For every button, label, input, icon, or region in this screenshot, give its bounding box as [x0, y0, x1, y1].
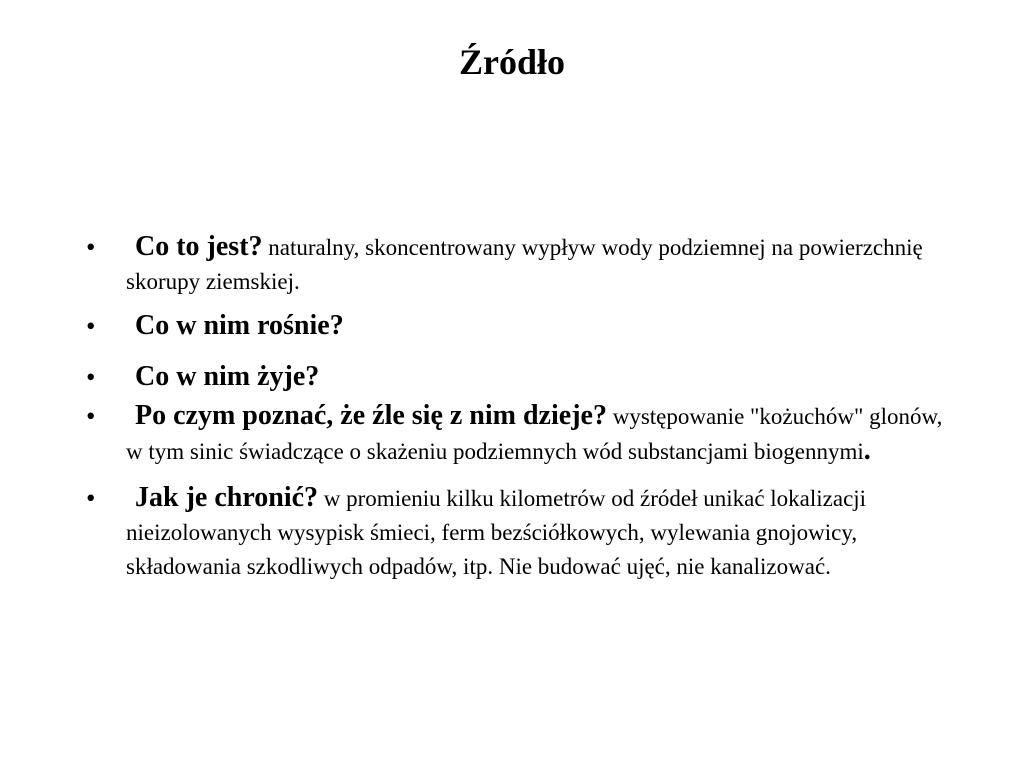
bullet-icon: • [86, 483, 96, 513]
list-item [86, 230, 946, 299]
list-item [86, 309, 946, 344]
bullet-icon: • [86, 232, 96, 262]
bullet-list [86, 230, 946, 584]
question-text: Co w nim rośnie? [135, 310, 344, 341]
bullet-icon: • [86, 311, 96, 341]
list-item [86, 399, 946, 469]
question-text: Co to jest? [135, 231, 263, 262]
slide-title: Źródło [458, 42, 565, 82]
list-item [86, 481, 946, 584]
list-item [86, 360, 946, 395]
answer-text: naturalny, skoncentrowany wypływ wody podziemnej na powierzchnię skorupy ziemskiej. [126, 235, 923, 294]
bullet-icon: • [86, 401, 96, 431]
answer-end-punctuation: . [863, 435, 871, 466]
bullet-icon: • [86, 362, 96, 392]
question-text: Co w nim żyje? [135, 361, 320, 392]
question-text: Po czym poznać, że źle się z nim dzieje? [135, 400, 607, 431]
answer-text: występowanie "kożuchów" glonów, w tym sinic świadczące o skażeniu podziemnych wód substancjami biogennymi [126, 404, 943, 464]
question-text: Jak je chronić? [135, 482, 319, 513]
answer-text: w promieniu kilku kilometrów od źródeł unikać lokalizacji nieizolowanych wysypisk śmieci, ferm bezściółkowych, wylewania gnojowicy, składowania szkodliwych odpadów, itp. Nie budować ujęć, nie kanalizować. [126, 486, 867, 579]
